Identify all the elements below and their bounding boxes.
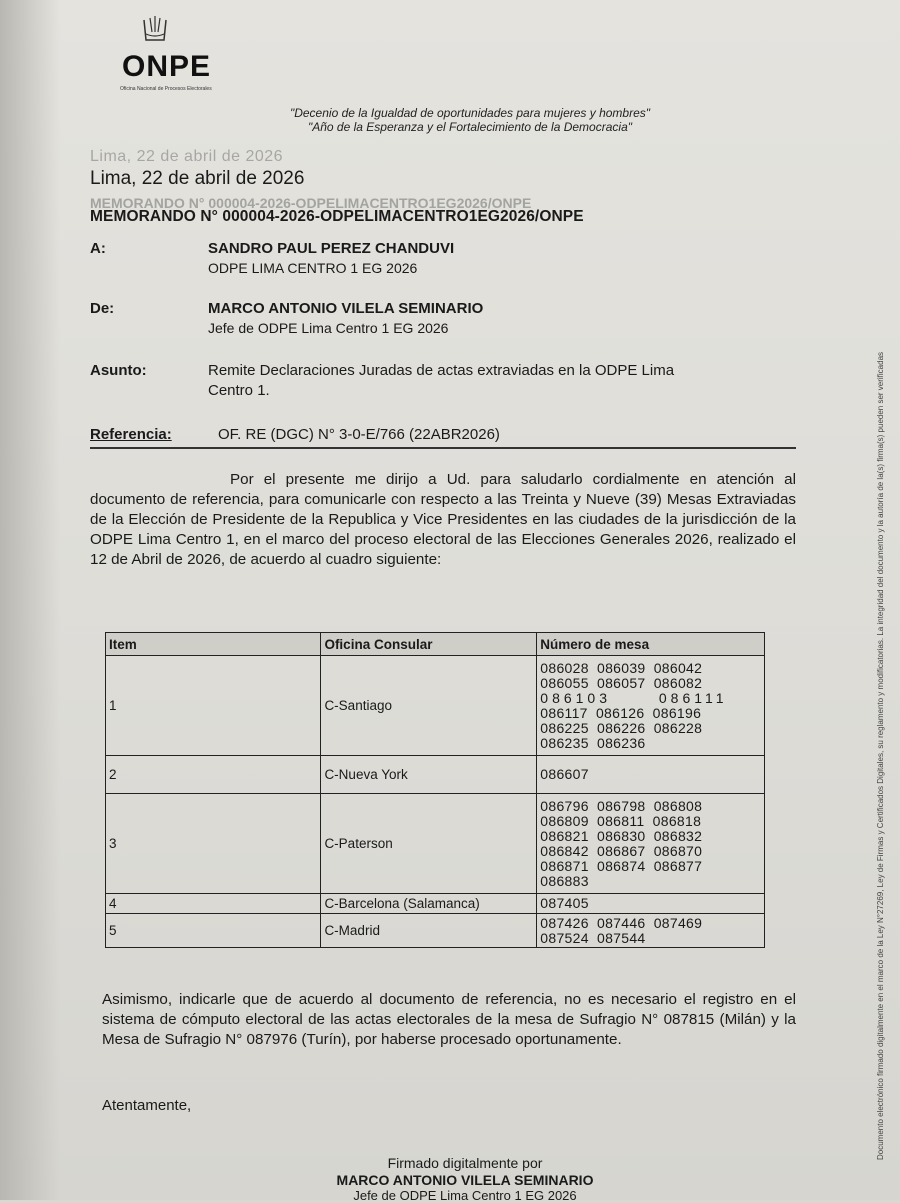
- row-item: 1: [106, 656, 321, 756]
- mesa-line: 086871 086874 086877: [540, 857, 703, 874]
- closing: Atentamente,: [102, 1097, 192, 1114]
- onpe-logo: [112, 14, 252, 92]
- table-row: [106, 656, 765, 756]
- header-mesa: Número de mesa: [537, 633, 765, 656]
- logo-text: ONPE: [122, 50, 212, 83]
- mesa-line: 086796 086798 086808: [540, 797, 703, 814]
- mesa-line: 086607: [540, 766, 589, 782]
- row-office: C-Santiago: [321, 656, 537, 756]
- to-name: SANDRO PAUL PEREZ CHANDUVI: [208, 240, 455, 257]
- header-item: Item: [106, 633, 321, 656]
- body-paragraph: [90, 470, 796, 570]
- subject-line-2: Centro 1.: [208, 382, 270, 399]
- subject-label: Asunto:: [90, 362, 147, 379]
- digital-signature-note: Documento electrónico firmado digitalmente en el marco de la Ley N°27269, Ley de Firmas y Certificados Digitales, su reglamento y modificatorias. La integridad del documento y la autoría de la(s) firma(s) pueden ser verificadas: [876, 351, 885, 1160]
- row-mesas: [537, 756, 765, 794]
- row-mesas: [537, 794, 765, 894]
- row-mesas: [537, 914, 765, 948]
- mesa-line: 087405: [540, 895, 589, 911]
- row-office: C-Nueva York: [321, 756, 537, 794]
- motto-line-2: "Año de la Esperanza y el Fortalecimiento de la Democracia": [307, 120, 632, 134]
- mesas-table: [105, 632, 765, 948]
- mesa-line: 086809 086811 086818: [540, 812, 702, 829]
- table-row: [106, 794, 765, 894]
- table-row: [106, 756, 765, 794]
- mesa-line: 086883: [540, 872, 589, 889]
- mesa-line: 086117 086126 086196: [540, 704, 702, 721]
- second-paragraph: Asimismo, indicarle que de acuerdo al documento de referencia, no es necesario el registro en el sistema de cómputo electoral de las actas electorales de la mesa de Sufragio N° 087815 (Milán) y la Mesa de Sufragio N° 087976 (Turín), por haberse procesado oportunamente.: [102, 991, 796, 1048]
- from-name: MARCO ANTONIO VILELA SEMINARIO: [208, 300, 484, 317]
- motto-line-1: "Decenio de la Igualdad de oportunidades para mujeres y hombres": [289, 106, 651, 120]
- mesa-line: 087524 087544: [540, 929, 646, 946]
- table-row: [106, 894, 765, 914]
- page-shadow: [0, 0, 60, 1200]
- subject-line-1: Remite Declaraciones Juradas de actas extraviadas en la ODPE Lima: [208, 362, 675, 379]
- table-row: [106, 914, 765, 948]
- header-office: Oficina Consular: [321, 633, 537, 656]
- row-office: C-Madrid: [321, 914, 537, 948]
- row-item: 5: [106, 914, 321, 948]
- body-paragraph-text: Por el presente me dirijo a Ud. para saludarlo cordialmente en atención al documento de referencia, para comunicarle con respecto a las Treinta y Nueve (39) Mesas Extraviadas de la Elección de Presidente de la Republica y Vice Presidentes en las ciudades de la jurisdicción de la ODPE Lima Centro 1, en el marco del proceso electoral de las Elecciones Generales 2026, realizado el 12 de Abril de 2026, de acuerdo al cuadro siguiente:: [90, 471, 796, 568]
- row-item: 4: [106, 894, 321, 914]
- from-label: De:: [90, 300, 115, 317]
- row-mesas: [537, 894, 765, 914]
- mesa-line: 086225 086226 086228: [540, 719, 703, 736]
- memo-date: Lima, 22 de abril de 2026: [90, 168, 305, 189]
- reference-value: OF. RE (DGC) N° 3-0-E/766 (22ABR2026): [218, 426, 500, 443]
- ghost-date: Lima, 22 de abril de 2026: [90, 148, 284, 165]
- row-office: C-Paterson: [321, 794, 537, 894]
- from-position: Jefe de ODPE Lima Centro 1 EG 2026: [208, 320, 449, 336]
- mesa-line: 086821 086830 086832: [540, 827, 703, 844]
- to-office: ODPE LIMA CENTRO 1 EG 2026: [208, 260, 418, 276]
- signature-position: Jefe de ODPE Lima Centro 1 EG 2026: [353, 1188, 577, 1203]
- mesa-line: 086235 086236: [540, 734, 646, 751]
- mesa-line: 086842 086867 086870: [540, 842, 703, 859]
- reference-label: Referencia:: [90, 426, 172, 443]
- memo-number: MEMORANDO N° 000004-2026-ODPELIMACENTRO1EG2026/ONPE: [90, 208, 584, 225]
- row-item: 3: [106, 794, 321, 894]
- mesa-line: 086028 086039 086042: [540, 659, 703, 676]
- to-label: A:: [90, 240, 106, 257]
- header-divider: [90, 447, 796, 449]
- row-mesas: [537, 656, 765, 756]
- mesa-line: 087426 087446 087469: [540, 914, 703, 931]
- row-office: C-Barcelona (Salamanca): [321, 894, 537, 914]
- row-item: 2: [106, 756, 321, 794]
- ballot-box-icon: [140, 14, 170, 44]
- ghost-memo-number: MEMORANDO N° 000004-2026-ODPELIMACENTRO1EG2026/ONPE: [90, 195, 532, 211]
- logo-subtitle: Oficina Nacional de Procesos Electorales: [120, 86, 212, 92]
- mesa-line: 086055 086057 086082: [540, 674, 703, 691]
- table-header-row: [106, 633, 765, 656]
- mesa-line: 086103 086111: [540, 689, 728, 706]
- signature-line-1: Firmado digitalmente por: [387, 1155, 543, 1171]
- signature-name: MARCO ANTONIO VILELA SEMINARIO: [336, 1172, 594, 1188]
